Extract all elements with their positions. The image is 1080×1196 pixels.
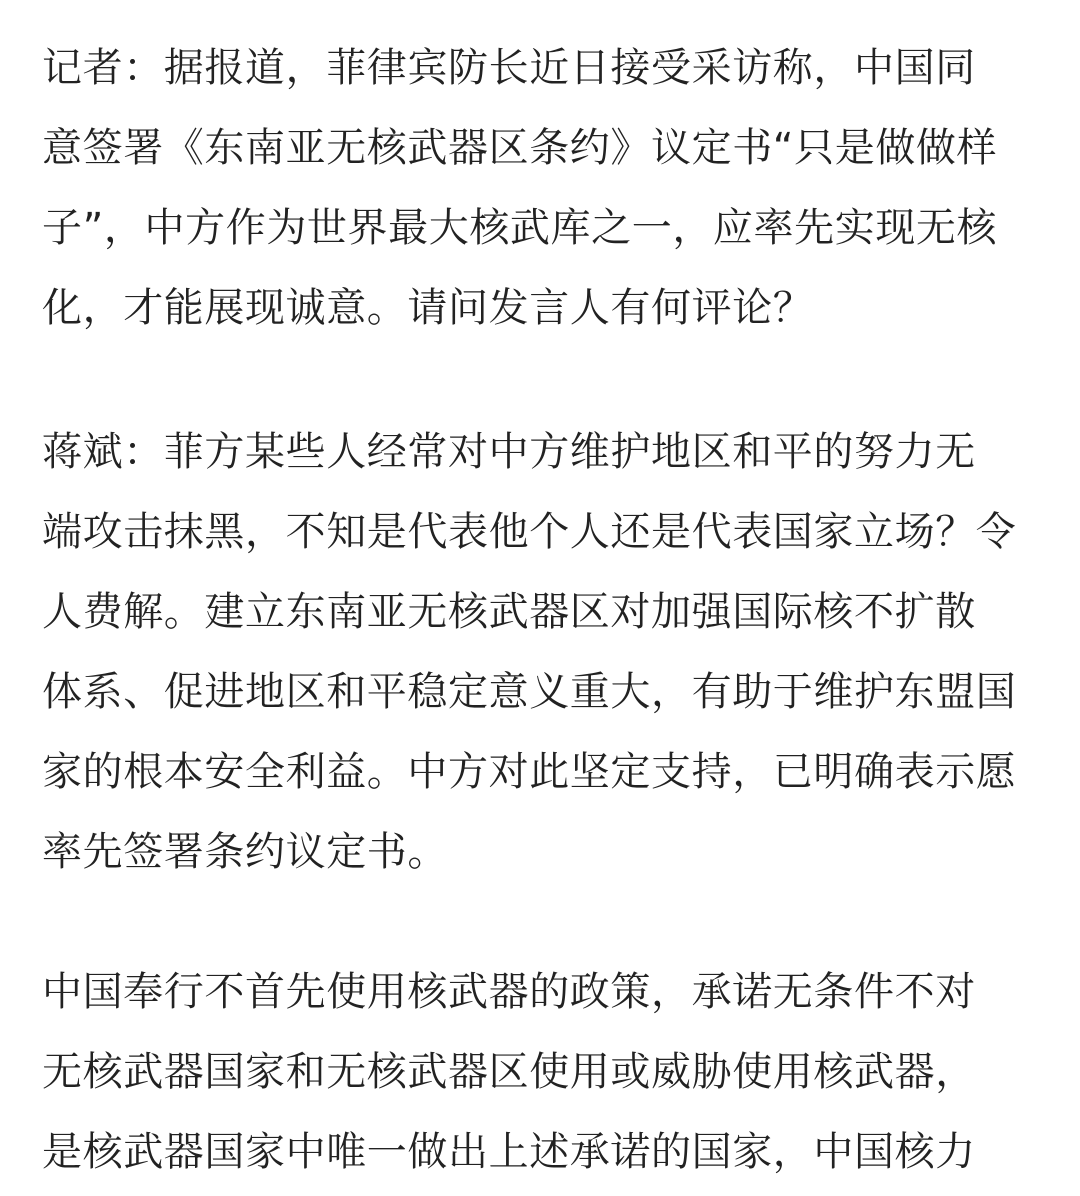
text-line: 蒋斌：菲方某些人经常对中方维护地区和平的努力无 bbox=[42, 429, 976, 475]
text-line: 化，才能展现诚意。请问发言人有何评论？ bbox=[42, 285, 814, 331]
text-line: 率先签署条约议定书。 bbox=[42, 829, 448, 875]
text-line: 是核武器国家中唯一做出上述承诺的国家，中国核力 bbox=[42, 1129, 976, 1175]
policy-statement-paragraph bbox=[42, 952, 1042, 1192]
text-line: 家的根本安全利益。中方对此坚定支持，已明确表示愿 bbox=[42, 749, 1017, 795]
text-line: 记者：据报道，菲律宾防长近日接受采访称，中国同 bbox=[42, 45, 976, 91]
text-line: 子”，中方作为世界最大核武库之一，应率先实现无核 bbox=[42, 205, 998, 251]
text-line: 无核武器国家和无核武器区使用或威胁使用核武器， bbox=[42, 1049, 976, 1095]
text-line: 端攻击抹黑，不知是代表他个人还是代表国家立场？令 bbox=[42, 509, 1017, 555]
text-line: 人费解。建立东南亚无核武器区对加强国际核不扩散 bbox=[42, 589, 976, 635]
text-line: 意签署《东南亚无核武器区条约》议定书“只是做做样 bbox=[42, 125, 998, 171]
reporter-question-paragraph bbox=[42, 28, 1042, 348]
text-line: 中国奉行不首先使用核武器的政策，承诺无条件不对 bbox=[42, 969, 976, 1015]
spokesperson-answer-paragraph bbox=[42, 412, 1042, 892]
text-line: 体系、促进地区和平稳定意义重大，有助于维护东盟国 bbox=[42, 669, 1017, 715]
